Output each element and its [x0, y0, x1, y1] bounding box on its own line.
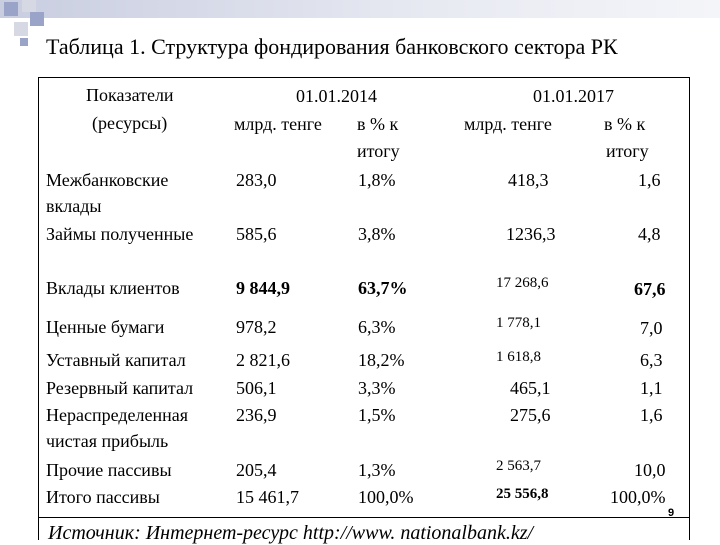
- decor-square: [20, 38, 28, 46]
- value-2017: 2 563,7: [496, 458, 541, 474]
- header-date-2017: 01.01.2017: [533, 86, 614, 106]
- share-2014: 6,3%: [358, 317, 396, 337]
- value-2014: 9 844,9: [236, 278, 290, 298]
- value-2014: 283,0: [236, 170, 277, 190]
- page-number: 9: [668, 507, 675, 519]
- row-label: Нераспределенная: [46, 405, 189, 425]
- share-2017: 6,3: [640, 350, 663, 370]
- header-indicator-sub: (ресурсы): [92, 113, 168, 133]
- value-2014: 15 461,7: [236, 487, 299, 507]
- row-label-cont: вклады: [46, 196, 102, 216]
- table-bottom-rule: [38, 517, 690, 518]
- share-2017: 100,0%: [610, 487, 666, 507]
- slide-title: Таблица 1. Структура фондирования банковского сектора РК: [46, 34, 618, 59]
- share-2014: 1,8%: [358, 170, 396, 190]
- header-unit-bn-2017: млрд. тенге: [464, 114, 552, 134]
- top-decor-stripe: [0, 0, 720, 18]
- row-label: Прочие пассивы: [46, 460, 172, 480]
- value-2014: 236,9: [236, 405, 277, 425]
- row-label: Итого пассивы: [46, 487, 160, 507]
- share-2014: 3,8%: [358, 224, 396, 244]
- row-label: Резервный капитал: [46, 378, 194, 398]
- value-2017: 17 268,6: [496, 275, 549, 291]
- share-2017: 4,8: [638, 224, 661, 244]
- row-label: Межбанковские: [46, 170, 169, 190]
- value-2017: 1236,3: [506, 224, 556, 244]
- decor-square: [4, 2, 18, 16]
- share-2017: 67,6: [634, 279, 666, 299]
- decor-square: [30, 12, 44, 26]
- header-unit-pct-2014-sub: итогу: [357, 141, 400, 161]
- share-2014: 100,0%: [358, 487, 414, 507]
- share-2017: 10,0: [634, 460, 666, 480]
- share-2017: 1,6: [638, 170, 661, 190]
- row-label: Уставный капитал: [46, 350, 186, 370]
- value-2017: 275,6: [510, 405, 551, 425]
- value-2017: 465,1: [510, 378, 551, 398]
- header-indicator: Показатели: [86, 85, 174, 105]
- source-note: Источник: Интернет-ресурс http://www. nationalbank.kz/: [48, 522, 534, 544]
- share-2017: 1,1: [640, 378, 663, 398]
- share-2014: 63,7%: [358, 278, 408, 298]
- row-label-cont: чистая прибыль: [46, 431, 169, 451]
- value-2014: 506,1: [236, 378, 277, 398]
- header-unit-pct-2017-sub: итогу: [606, 141, 649, 161]
- share-2017: 7,0: [640, 318, 663, 338]
- header-unit-pct-2017: в % к: [604, 114, 646, 134]
- share-2014: 18,2%: [358, 350, 405, 370]
- row-label: Ценные бумаги: [46, 317, 165, 337]
- value-2017: 25 556,8: [496, 486, 549, 502]
- row-label: Займы полученные: [46, 224, 194, 244]
- share-2014: 3,3%: [358, 378, 396, 398]
- header-unit-bn-2014: млрд. тенге: [234, 114, 322, 134]
- value-2017: 1 618,8: [496, 349, 541, 365]
- header-unit-pct-2014: в % к: [357, 114, 399, 134]
- value-2014: 585,6: [236, 224, 277, 244]
- header-date-2014: 01.01.2014: [296, 86, 377, 106]
- row-label: Вклады клиентов: [46, 278, 180, 298]
- value-2014: 205,4: [236, 460, 277, 480]
- value-2014: 2 821,6: [236, 350, 290, 370]
- value-2017: 418,3: [508, 170, 549, 190]
- share-2017: 1,6: [640, 405, 663, 425]
- share-2014: 1,3%: [358, 460, 396, 480]
- value-2017: 1 778,1: [496, 315, 541, 331]
- share-2014: 1,5%: [358, 405, 396, 425]
- decor-square: [22, 0, 36, 12]
- decor-square: [14, 22, 28, 36]
- value-2014: 978,2: [236, 317, 277, 337]
